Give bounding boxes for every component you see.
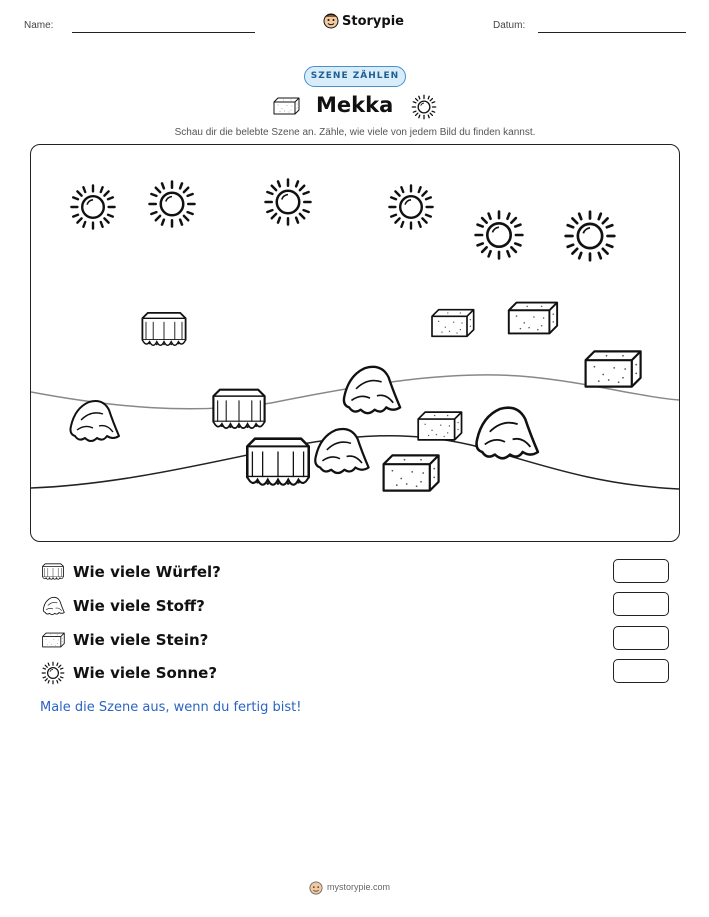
- sun-icon: [69, 183, 117, 231]
- stone-icon: [271, 95, 301, 117]
- stone-icon: [40, 630, 66, 650]
- sun-icon: [473, 209, 525, 261]
- table-cube-icon: [40, 561, 66, 583]
- date-field-line[interactable]: [538, 32, 686, 33]
- stone-icon: [427, 305, 477, 341]
- cloth-icon: [467, 401, 543, 465]
- sun-icon: [411, 94, 437, 120]
- scene-frame: [30, 144, 680, 542]
- answer-box[interactable]: [613, 592, 669, 616]
- name-field-line[interactable]: [72, 32, 255, 33]
- cloth-icon: [335, 361, 405, 419]
- table-cube-icon: [137, 307, 191, 353]
- answer-box[interactable]: [613, 659, 669, 683]
- sun-icon: [387, 183, 435, 231]
- footer-url[interactable]: mystorypie.com: [327, 882, 391, 892]
- date-label: Datum:: [493, 20, 526, 31]
- question-text: Wie viele Sonne?: [73, 664, 218, 682]
- question-text: Wie viele Stein?: [73, 631, 209, 649]
- answer-box[interactable]: [613, 559, 669, 583]
- coloring-note: Male die Szene aus, wenn du fertig bist!: [40, 700, 302, 715]
- page-title: Mekka: [316, 93, 394, 117]
- cloth-icon: [307, 423, 373, 479]
- storypie-logo-icon: [309, 880, 323, 894]
- brand-name: Storypie: [342, 14, 404, 29]
- question-text: Wie viele Stoff?: [73, 597, 205, 615]
- stone-icon: [579, 345, 645, 393]
- cloth-icon: [40, 594, 66, 618]
- table-cube-icon: [207, 383, 271, 437]
- question-text: Wie viele Würfel?: [73, 563, 221, 581]
- cloth-icon: [63, 395, 123, 447]
- scene-count-badge: SZENE ZÄHLEN: [304, 66, 406, 87]
- name-label: Name:: [24, 20, 54, 31]
- sun-icon: [563, 209, 617, 263]
- instructions-text: Schau dir die belebte Szene an. Zähle, wie viele von jedem Bild du finden kannst.: [174, 127, 536, 138]
- stone-icon: [377, 449, 443, 497]
- answer-box[interactable]: [613, 626, 669, 650]
- sun-icon: [147, 179, 197, 229]
- sun-icon: [263, 177, 313, 227]
- storypie-logo-icon: [323, 13, 339, 29]
- stone-icon: [413, 407, 465, 445]
- table-cube-icon: [239, 431, 317, 495]
- sun-icon: [41, 661, 65, 685]
- stone-icon: [503, 297, 561, 339]
